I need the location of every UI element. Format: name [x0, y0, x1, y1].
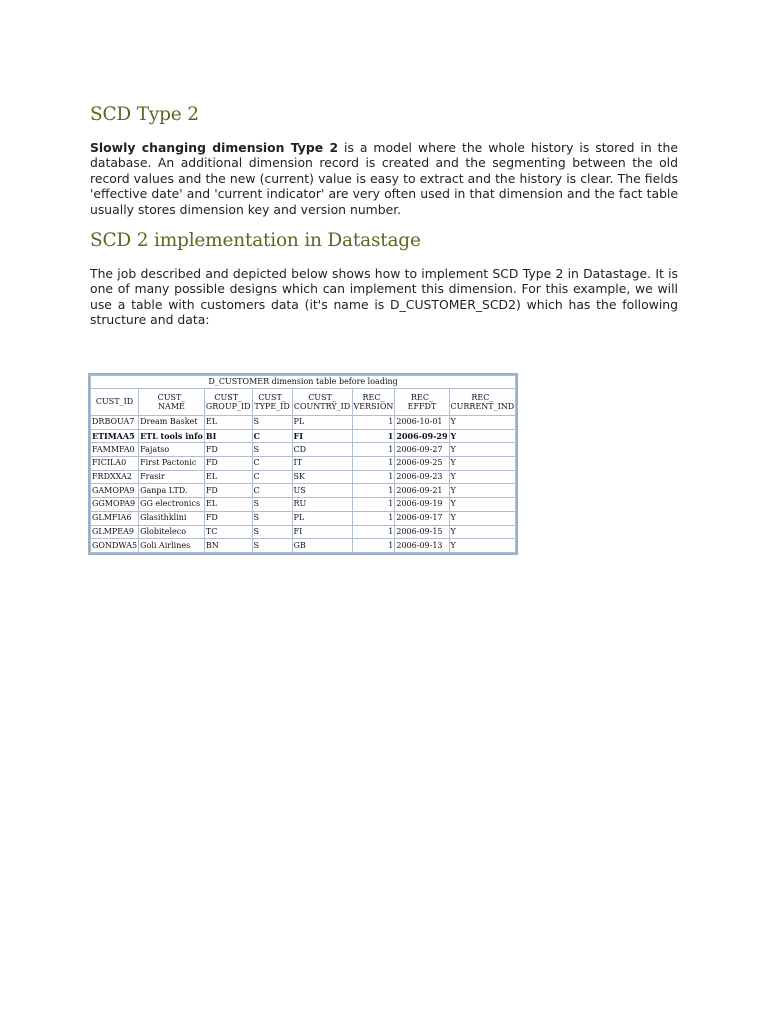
column-header-text: CUST_ [258, 392, 286, 402]
table-cell: RU [292, 498, 352, 512]
section-heading-scd-type-2: SCD Type 2 [90, 104, 199, 125]
table-cell: S [252, 498, 292, 512]
column-header-text: CUST_ [214, 392, 243, 402]
table-cell: BI [204, 429, 252, 443]
table-cell: EL [204, 470, 252, 484]
table-cell: 1 [352, 457, 395, 471]
column-header-text: NAME [158, 402, 185, 411]
table-row [91, 525, 516, 539]
column-header-text: CUST_ID [95, 397, 134, 407]
table-row [91, 470, 516, 484]
table-cell: Y [449, 484, 516, 498]
datastage-paragraph: The job described and depicted below shows how to implement SCD Type 2 in Datastage. It is one of many possible designs which can implement this dimension. For this example, we will use a table with customers data (it's name is D_CUSTOMER_SCD2) which has the following structure and data: [90, 266, 678, 328]
table-cell: ETL tools info [140, 431, 203, 442]
table-cell: 1 [352, 484, 395, 498]
table-cell: C [252, 470, 292, 484]
column-header [139, 389, 205, 416]
table-cell: GAMOPA9 [91, 484, 139, 498]
table-cell: Dream Basket [139, 416, 205, 430]
table-cell: GGMOPA9 [91, 498, 139, 512]
table-cell: First Pactonic [139, 457, 205, 471]
column-header [352, 389, 395, 416]
table-cell: Goli Airlines [139, 539, 205, 553]
table-cell: 2006-09-29 [396, 431, 448, 442]
table-cell: 2006-09-23 [395, 470, 449, 484]
table-cell: GB [292, 539, 352, 553]
table-cell: PL [292, 416, 352, 430]
column-header-text: CUST_ [308, 392, 336, 402]
table-cell: Glasithklini [139, 511, 205, 525]
table-cell: Y [449, 416, 516, 430]
table-row [91, 484, 516, 498]
table-cell: Ganpa LTD. [139, 484, 205, 498]
table-row [91, 539, 516, 553]
table-cell: 2006-09-21 [395, 484, 449, 498]
table-cell: DRBOUA7 [91, 416, 139, 430]
table-cell: IT [292, 457, 352, 471]
table-cell: 2006-10-01 [395, 416, 449, 430]
column-header [449, 389, 516, 416]
table-cell: FI [292, 429, 352, 443]
column-header-text: REC_ [471, 392, 494, 402]
table-cell: Fajatso [139, 443, 205, 457]
table-cell: 2006-09-25 [395, 457, 449, 471]
column-header-text: EFFDT [407, 402, 437, 411]
scd-type-2-description: is a model where the whole history is stored in the database. An additional dimension record is created and the segmenting between the old record values and the new (current) value is easy to extract and the history is clear. The fields 'effective date' and 'current indicator' are very often used in that dimension and the fact table usually stores dimension key and version number. [90, 140, 678, 217]
table-cell: 2006-09-15 [395, 525, 449, 539]
table-cell: 1 [352, 429, 395, 443]
section-heading-scd2-datastage: SCD 2 implementation in Datastage [90, 230, 421, 251]
table-cell: Y [449, 470, 516, 484]
table-cell: FD [204, 484, 252, 498]
table-cell: SK [292, 470, 352, 484]
table-cell: EL [204, 498, 252, 512]
table-caption: D_CUSTOMER dimension table before loading [91, 376, 516, 389]
table-cell: Y [449, 443, 516, 457]
table-cell: GG electronics [139, 498, 205, 512]
table-cell: 2006-09-13 [395, 539, 449, 553]
table-cell: 1 [352, 443, 395, 457]
table-cell: FI [292, 525, 352, 539]
column-header-text: COUNTRY_ID [293, 402, 351, 411]
table-cell: 2006-09-17 [395, 511, 449, 525]
scd-type-2-term: Slowly changing dimension Type 2 [90, 140, 339, 155]
table-cell: Y [449, 511, 516, 525]
table-cell: PL [292, 511, 352, 525]
table-cell: 1 [352, 525, 395, 539]
table-cell: FD [204, 511, 252, 525]
table-row [91, 416, 516, 430]
table-cell: S [252, 443, 292, 457]
table-row [91, 511, 516, 525]
table-cell: FRDXXA2 [91, 470, 139, 484]
table-cell: S [252, 416, 292, 430]
column-header [395, 389, 449, 416]
table-cell: 2006-09-19 [395, 498, 449, 512]
column-header [204, 389, 252, 416]
table-cell: US [292, 484, 352, 498]
table-cell: 1 [352, 470, 395, 484]
column-header-text: TYPE_ID [254, 402, 290, 411]
table-cell: Y [449, 525, 516, 539]
table-cell: C [252, 429, 292, 443]
table-cell: CD [292, 443, 352, 457]
table-row [91, 457, 516, 471]
table-cell: EL [204, 416, 252, 430]
column-header-text: VERSION [353, 402, 394, 411]
table-cell: GONDWA5 [91, 539, 139, 553]
table-cell: Y [449, 539, 516, 553]
table-cell: FD [204, 443, 252, 457]
table-cell: Globiteleco [139, 525, 205, 539]
table-cell: Frasir [139, 470, 205, 484]
scd-type-2-paragraph [90, 140, 678, 217]
table-row [91, 498, 516, 512]
table-cell: FICILA0 [91, 457, 139, 471]
column-header [252, 389, 292, 416]
customer-dimension-table [88, 373, 518, 555]
table-cell: 1 [352, 498, 395, 512]
table-row [91, 429, 516, 443]
column-header-text: REC_ [410, 392, 433, 402]
column-header-text: GROUP_ID [205, 402, 251, 411]
table-cell: 2006-09-27 [395, 443, 449, 457]
table-cell: GLMPEA9 [91, 525, 139, 539]
table-cell: ETIMAA5 [91, 429, 139, 443]
table-cell: Y [449, 498, 516, 512]
column-header [91, 389, 139, 416]
table-cell: C [252, 484, 292, 498]
table-cell: 1 [352, 416, 395, 430]
table-cell: Y [449, 429, 516, 443]
table-cell: GLMFIA6 [91, 511, 139, 525]
table-cell: FAMMFA0 [91, 443, 139, 457]
table-cell: BN [204, 539, 252, 553]
table-cell: FD [204, 457, 252, 471]
table-cell: C [252, 457, 292, 471]
table-cell: S [252, 525, 292, 539]
table-cell: Y [449, 457, 516, 471]
table-header-row [91, 389, 516, 416]
column-header-text: CURRENT_IND [450, 402, 515, 411]
table-cell: S [252, 539, 292, 553]
table-cell: 1 [352, 511, 395, 525]
column-header-text: REC_ [362, 392, 385, 402]
table-row [91, 443, 516, 457]
column-header-text: CUST_ [157, 392, 186, 402]
table-cell: TC [204, 525, 252, 539]
column-header [292, 389, 352, 416]
table-cell: S [252, 511, 292, 525]
table-cell: 1 [352, 539, 395, 553]
